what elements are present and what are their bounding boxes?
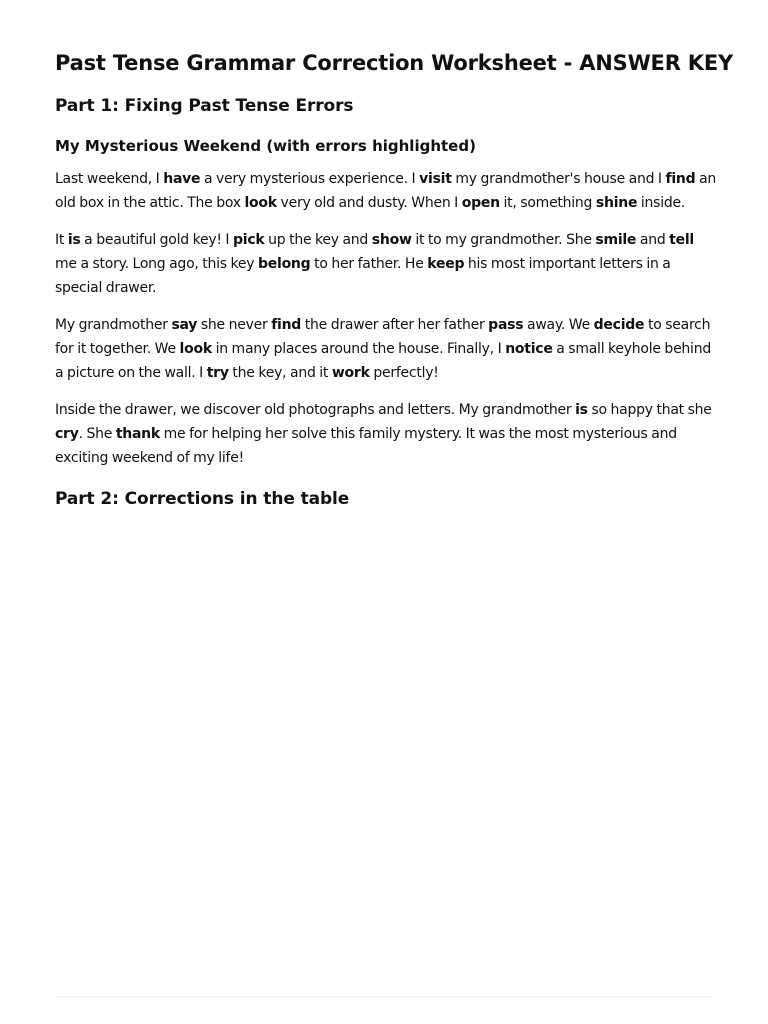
error-verb: look: [244, 195, 277, 211]
story-paragraph-3: [55, 313, 717, 385]
error-verb: work: [331, 365, 370, 381]
story-text: in many places around the house. Finally, I: [211, 341, 506, 357]
error-verb: show: [371, 232, 412, 248]
story-text: the drawer after her father: [301, 317, 489, 333]
error-verb: shine: [595, 195, 638, 211]
story-text: the key, and it: [228, 365, 332, 381]
error-verb: is: [575, 402, 588, 418]
story-text: my grandmother's house and I: [451, 171, 666, 187]
story-text: Inside the drawer, we discover old photographs and letters. My grandmother: [55, 402, 576, 418]
story-text: It: [55, 232, 68, 248]
story-paragraph-4: [55, 398, 717, 470]
error-verb: smile: [595, 232, 637, 248]
error-verb: belong: [258, 256, 311, 272]
story-text: perfectly!: [369, 365, 439, 381]
story-text: she never: [197, 317, 272, 333]
story-text: My grandmother: [55, 317, 172, 333]
story-text: to her father. He: [310, 256, 428, 272]
error-verb: thank: [115, 426, 160, 442]
story-title: My Mysterious Weekend (with errors highlighted): [55, 137, 476, 155]
story-text: his most important letters in a special drawer.: [55, 256, 671, 296]
error-verb: tell: [669, 232, 694, 248]
story-text: . She: [78, 426, 116, 442]
error-verb: keep: [427, 256, 465, 272]
story-text: me a story. Long ago, this key: [55, 256, 258, 272]
story-text: it to my grandmother. She: [411, 232, 596, 248]
story-text: very old and dusty. When I: [276, 195, 462, 211]
story-text: up the key and: [264, 232, 372, 248]
story-text: to search for it together. We: [55, 317, 711, 357]
story-text: a small keyhole behind a picture on the wall. I: [55, 341, 711, 381]
error-verb: visit: [419, 171, 452, 187]
error-verb: pick: [233, 232, 265, 248]
page-bottom-divider: [55, 996, 713, 998]
story-text: me for helping her solve this family mystery. It was the most mysterious and exciting weekend of my life!: [55, 426, 677, 466]
error-verb: find: [665, 171, 696, 187]
story-paragraph-1: [55, 167, 717, 215]
error-verb: open: [461, 195, 500, 211]
error-verb: pass: [488, 317, 524, 333]
story-paragraph-2: [55, 228, 717, 300]
story-text: so happy that she: [587, 402, 712, 418]
error-verb: have: [163, 171, 201, 187]
story-text: and: [636, 232, 670, 248]
part2-heading: Part 2: Corrections in the table: [55, 489, 350, 509]
error-verb: say: [171, 317, 198, 333]
part1-heading: Part 1: Fixing Past Tense Errors: [55, 96, 354, 116]
story-text: a very mysterious experience. I: [200, 171, 420, 187]
error-verb: try: [206, 365, 229, 381]
story-text: away. We: [523, 317, 594, 333]
error-verb: is: [67, 232, 81, 248]
story-text: it, something: [499, 195, 596, 211]
story-text: a beautiful gold key! I: [80, 232, 233, 248]
error-verb: decide: [593, 317, 645, 333]
page-title: Past Tense Grammar Correction Worksheet - ANSWER KEY: [55, 51, 734, 75]
error-verb: find: [271, 317, 302, 333]
error-verb: cry: [55, 426, 79, 442]
story-text: inside.: [637, 195, 686, 211]
story-text: Last weekend, I: [55, 171, 164, 187]
error-verb: notice: [505, 341, 553, 357]
story-text: an old box in the attic. The box: [55, 171, 717, 211]
error-verb: look: [179, 341, 212, 357]
